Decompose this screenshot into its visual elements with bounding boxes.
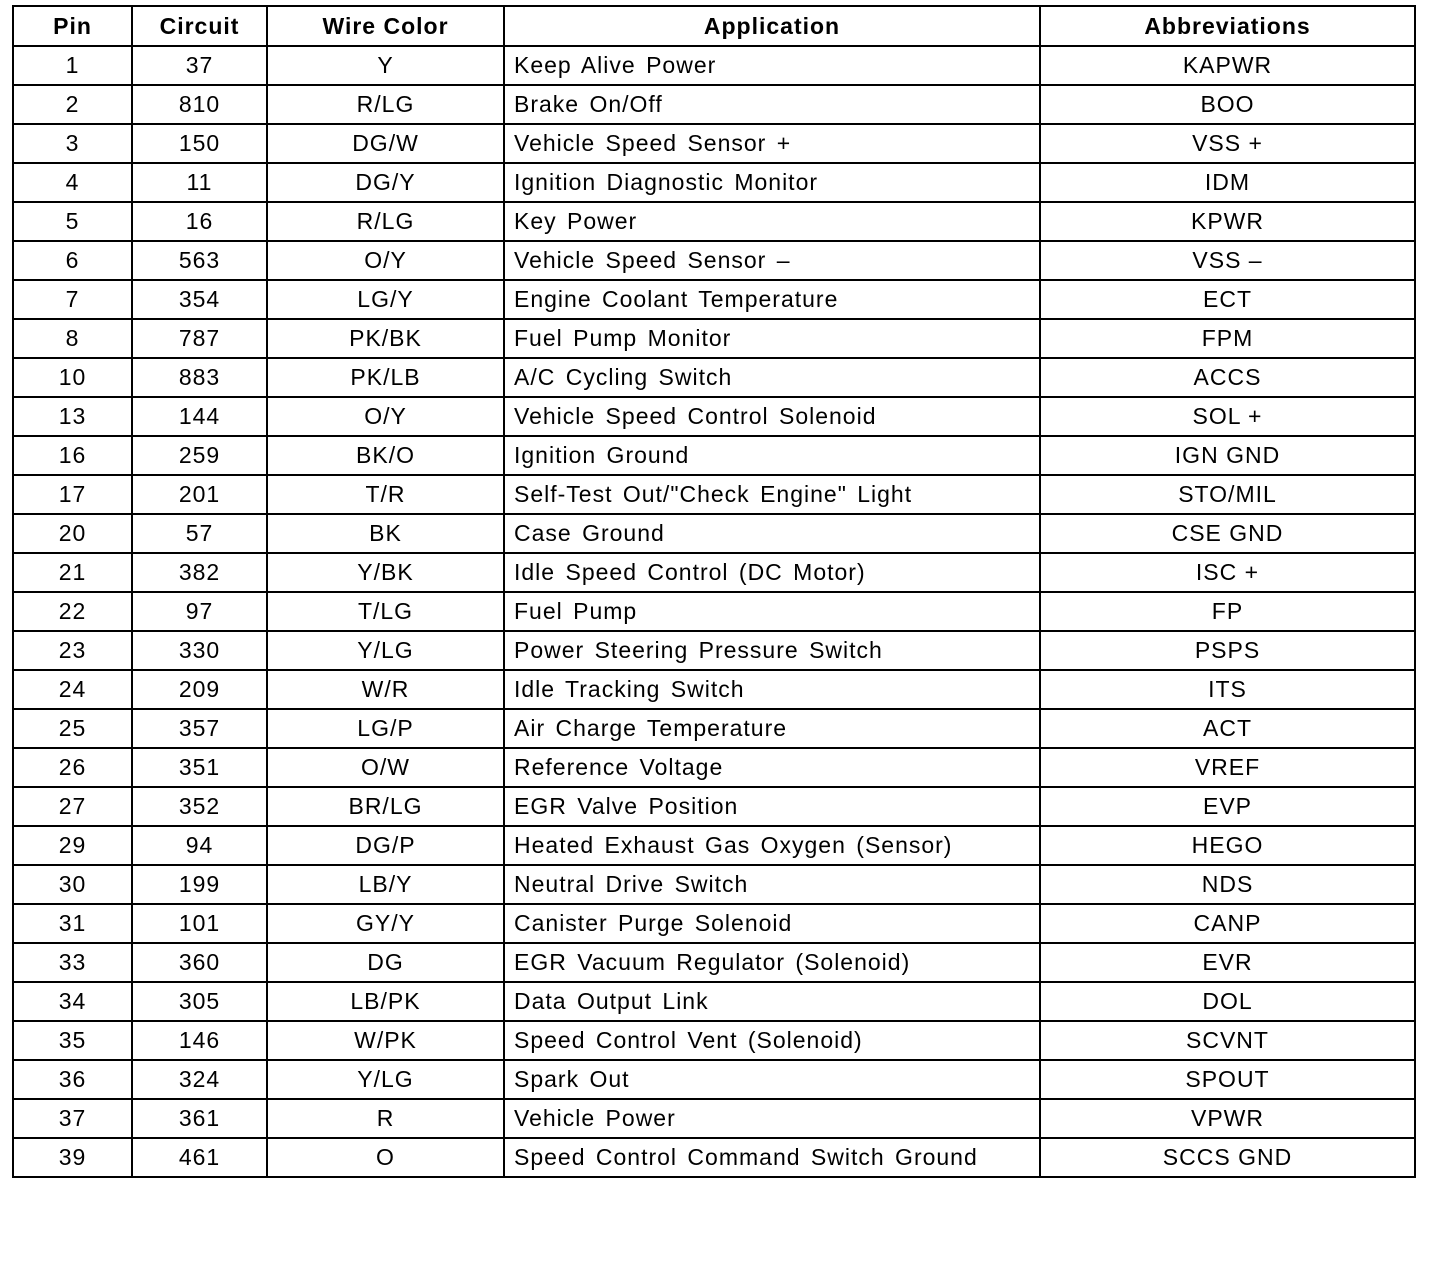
application-cell: Fuel Pump xyxy=(504,592,1040,631)
abbreviation-cell: SCCS GND xyxy=(1040,1138,1415,1177)
table-body xyxy=(13,46,1415,1177)
application-cell: Ignition Diagnostic Monitor xyxy=(504,163,1040,202)
pin-cell: 23 xyxy=(13,631,132,670)
wire-color-cell: O/Y xyxy=(267,241,504,280)
circuit-cell: 259 xyxy=(132,436,267,475)
abbreviation-cell: VREF xyxy=(1040,748,1415,787)
table-row xyxy=(13,553,1415,592)
table-row xyxy=(13,904,1415,943)
table-row xyxy=(13,865,1415,904)
pin-assignment-table xyxy=(12,5,1416,1178)
wire-color-cell: DG xyxy=(267,943,504,982)
pin-cell: 7 xyxy=(13,280,132,319)
table-row xyxy=(13,202,1415,241)
application-cell: Engine Coolant Temperature xyxy=(504,280,1040,319)
circuit-cell: 461 xyxy=(132,1138,267,1177)
abbreviation-cell: DOL xyxy=(1040,982,1415,1021)
circuit-cell: 11 xyxy=(132,163,267,202)
wire-color-cell: R/LG xyxy=(267,85,504,124)
pin-cell: 37 xyxy=(13,1099,132,1138)
application-cell: Case Ground xyxy=(504,514,1040,553)
header-circuit: Circuit xyxy=(132,6,267,46)
wire-color-cell: DG/Y xyxy=(267,163,504,202)
abbreviation-cell: PSPS xyxy=(1040,631,1415,670)
wire-color-cell: PK/LB xyxy=(267,358,504,397)
abbreviation-cell: IGN GND xyxy=(1040,436,1415,475)
wire-color-cell: Y xyxy=(267,46,504,85)
application-cell: Idle Speed Control (DC Motor) xyxy=(504,553,1040,592)
abbreviation-cell: EVP xyxy=(1040,787,1415,826)
table-row xyxy=(13,241,1415,280)
table-row xyxy=(13,85,1415,124)
table-row xyxy=(13,748,1415,787)
table-row xyxy=(13,592,1415,631)
wire-color-cell: LG/P xyxy=(267,709,504,748)
header-pin: Pin xyxy=(13,6,132,46)
wire-color-cell: GY/Y xyxy=(267,904,504,943)
wire-color-cell: O/Y xyxy=(267,397,504,436)
application-cell: Canister Purge Solenoid xyxy=(504,904,1040,943)
application-cell: Power Steering Pressure Switch xyxy=(504,631,1040,670)
application-cell: Speed Control Command Switch Ground xyxy=(504,1138,1040,1177)
table-row xyxy=(13,709,1415,748)
application-cell: Reference Voltage xyxy=(504,748,1040,787)
application-cell: EGR Valve Position xyxy=(504,787,1040,826)
abbreviation-cell: HEGO xyxy=(1040,826,1415,865)
abbreviation-cell: KAPWR xyxy=(1040,46,1415,85)
table-row xyxy=(13,1060,1415,1099)
pin-cell: 4 xyxy=(13,163,132,202)
abbreviation-cell: SCVNT xyxy=(1040,1021,1415,1060)
table-row xyxy=(13,475,1415,514)
pin-cell: 1 xyxy=(13,46,132,85)
circuit-cell: 101 xyxy=(132,904,267,943)
abbreviation-cell: KPWR xyxy=(1040,202,1415,241)
application-cell: Key Power xyxy=(504,202,1040,241)
pin-cell: 6 xyxy=(13,241,132,280)
circuit-cell: 883 xyxy=(132,358,267,397)
wire-color-cell: T/R xyxy=(267,475,504,514)
circuit-cell: 57 xyxy=(132,514,267,553)
abbreviation-cell: ACT xyxy=(1040,709,1415,748)
table-row xyxy=(13,1099,1415,1138)
application-cell: Vehicle Power xyxy=(504,1099,1040,1138)
pin-cell: 27 xyxy=(13,787,132,826)
application-cell: Vehicle Speed Control Solenoid xyxy=(504,397,1040,436)
circuit-cell: 209 xyxy=(132,670,267,709)
abbreviation-cell: VSS + xyxy=(1040,124,1415,163)
table-row xyxy=(13,46,1415,85)
wire-color-cell: LB/PK xyxy=(267,982,504,1021)
pin-cell: 13 xyxy=(13,397,132,436)
table-row xyxy=(13,826,1415,865)
abbreviation-cell: CSE GND xyxy=(1040,514,1415,553)
wire-color-cell: T/LG xyxy=(267,592,504,631)
pin-cell: 24 xyxy=(13,670,132,709)
application-cell: Air Charge Temperature xyxy=(504,709,1040,748)
pin-cell: 35 xyxy=(13,1021,132,1060)
pin-cell: 36 xyxy=(13,1060,132,1099)
abbreviation-cell: BOO xyxy=(1040,85,1415,124)
circuit-cell: 199 xyxy=(132,865,267,904)
circuit-cell: 201 xyxy=(132,475,267,514)
wire-color-cell: Y/LG xyxy=(267,631,504,670)
application-cell: Idle Tracking Switch xyxy=(504,670,1040,709)
application-cell: Keep Alive Power xyxy=(504,46,1040,85)
application-cell: A/C Cycling Switch xyxy=(504,358,1040,397)
circuit-cell: 324 xyxy=(132,1060,267,1099)
wire-color-cell: BK xyxy=(267,514,504,553)
abbreviation-cell: VSS – xyxy=(1040,241,1415,280)
table-row xyxy=(13,436,1415,475)
pin-cell: 30 xyxy=(13,865,132,904)
table-row xyxy=(13,943,1415,982)
circuit-cell: 37 xyxy=(132,46,267,85)
pin-cell: 26 xyxy=(13,748,132,787)
circuit-cell: 146 xyxy=(132,1021,267,1060)
header-application: Application xyxy=(504,6,1040,46)
pin-cell: 21 xyxy=(13,553,132,592)
abbreviation-cell: SOL + xyxy=(1040,397,1415,436)
circuit-cell: 351 xyxy=(132,748,267,787)
circuit-cell: 382 xyxy=(132,553,267,592)
wire-color-cell: R/LG xyxy=(267,202,504,241)
abbreviation-cell: FP xyxy=(1040,592,1415,631)
circuit-cell: 150 xyxy=(132,124,267,163)
abbreviation-cell: EVR xyxy=(1040,943,1415,982)
application-cell: Self-Test Out/"Check Engine" Light xyxy=(504,475,1040,514)
table-row xyxy=(13,1021,1415,1060)
abbreviation-cell: VPWR xyxy=(1040,1099,1415,1138)
abbreviation-cell: STO/MIL xyxy=(1040,475,1415,514)
table-row xyxy=(13,670,1415,709)
wire-color-cell: O xyxy=(267,1138,504,1177)
circuit-cell: 360 xyxy=(132,943,267,982)
application-cell: Spark Out xyxy=(504,1060,1040,1099)
pin-cell: 31 xyxy=(13,904,132,943)
abbreviation-cell: NDS xyxy=(1040,865,1415,904)
abbreviation-cell: IDM xyxy=(1040,163,1415,202)
circuit-cell: 97 xyxy=(132,592,267,631)
application-cell: EGR Vacuum Regulator (Solenoid) xyxy=(504,943,1040,982)
table-row xyxy=(13,163,1415,202)
application-cell: Heated Exhaust Gas Oxygen (Sensor) xyxy=(504,826,1040,865)
wire-color-cell: BR/LG xyxy=(267,787,504,826)
application-cell: Data Output Link xyxy=(504,982,1040,1021)
circuit-cell: 810 xyxy=(132,85,267,124)
pin-cell: 39 xyxy=(13,1138,132,1177)
abbreviation-cell: ITS xyxy=(1040,670,1415,709)
circuit-cell: 357 xyxy=(132,709,267,748)
table-row xyxy=(13,280,1415,319)
table-row xyxy=(13,124,1415,163)
table-row xyxy=(13,1138,1415,1177)
wire-color-cell: Y/BK xyxy=(267,553,504,592)
pin-cell: 17 xyxy=(13,475,132,514)
table-row xyxy=(13,631,1415,670)
wire-color-cell: R xyxy=(267,1099,504,1138)
wire-color-cell: PK/BK xyxy=(267,319,504,358)
application-cell: Vehicle Speed Sensor + xyxy=(504,124,1040,163)
circuit-cell: 94 xyxy=(132,826,267,865)
wire-color-cell: DG/P xyxy=(267,826,504,865)
table-row xyxy=(13,787,1415,826)
wire-color-cell: Y/LG xyxy=(267,1060,504,1099)
application-cell: Speed Control Vent (Solenoid) xyxy=(504,1021,1040,1060)
wire-color-cell: O/W xyxy=(267,748,504,787)
pin-cell: 3 xyxy=(13,124,132,163)
circuit-cell: 305 xyxy=(132,982,267,1021)
application-cell: Neutral Drive Switch xyxy=(504,865,1040,904)
pin-cell: 20 xyxy=(13,514,132,553)
table-row xyxy=(13,397,1415,436)
pin-cell: 5 xyxy=(13,202,132,241)
circuit-cell: 787 xyxy=(132,319,267,358)
application-cell: Brake On/Off xyxy=(504,85,1040,124)
pin-cell: 29 xyxy=(13,826,132,865)
table-header-row xyxy=(13,6,1415,46)
header-abbreviations: Abbreviations xyxy=(1040,6,1415,46)
wire-color-cell: DG/W xyxy=(267,124,504,163)
circuit-cell: 144 xyxy=(132,397,267,436)
abbreviation-cell: FPM xyxy=(1040,319,1415,358)
table-row xyxy=(13,982,1415,1021)
pin-cell: 16 xyxy=(13,436,132,475)
wire-color-cell: LG/Y xyxy=(267,280,504,319)
abbreviation-cell: SPOUT xyxy=(1040,1060,1415,1099)
wire-color-cell: BK/O xyxy=(267,436,504,475)
application-cell: Fuel Pump Monitor xyxy=(504,319,1040,358)
application-cell: Vehicle Speed Sensor – xyxy=(504,241,1040,280)
circuit-cell: 563 xyxy=(132,241,267,280)
pin-cell: 22 xyxy=(13,592,132,631)
circuit-cell: 352 xyxy=(132,787,267,826)
wire-color-cell: W/PK xyxy=(267,1021,504,1060)
table-row xyxy=(13,319,1415,358)
circuit-cell: 16 xyxy=(132,202,267,241)
circuit-cell: 361 xyxy=(132,1099,267,1138)
pin-cell: 33 xyxy=(13,943,132,982)
abbreviation-cell: ACCS xyxy=(1040,358,1415,397)
pin-cell: 34 xyxy=(13,982,132,1021)
pin-cell: 25 xyxy=(13,709,132,748)
pin-cell: 2 xyxy=(13,85,132,124)
pin-cell: 8 xyxy=(13,319,132,358)
pin-cell: 10 xyxy=(13,358,132,397)
wire-color-cell: LB/Y xyxy=(267,865,504,904)
abbreviation-cell: CANP xyxy=(1040,904,1415,943)
header-wire-color: Wire Color xyxy=(267,6,504,46)
circuit-cell: 354 xyxy=(132,280,267,319)
application-cell: Ignition Ground xyxy=(504,436,1040,475)
abbreviation-cell: ISC + xyxy=(1040,553,1415,592)
table-row xyxy=(13,514,1415,553)
table-row xyxy=(13,358,1415,397)
abbreviation-cell: ECT xyxy=(1040,280,1415,319)
circuit-cell: 330 xyxy=(132,631,267,670)
wire-color-cell: W/R xyxy=(267,670,504,709)
